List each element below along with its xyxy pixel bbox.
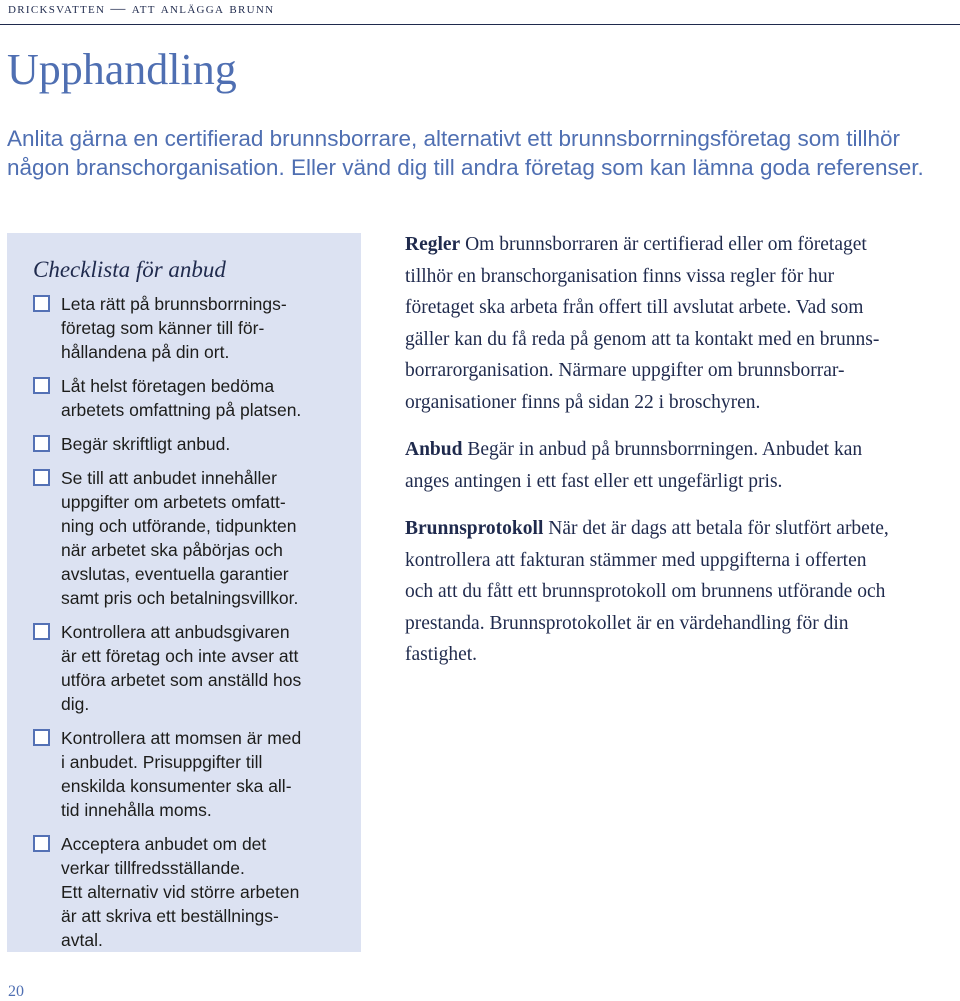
section-brunnsprotokoll [405, 513, 957, 671]
checklist-item-text: Acceptera anbudet om det verkar tillfredsställande. Ett alternativ vid större arbeten är att skriva ett beställnings- avtal. [61, 834, 300, 950]
section-lead: Anbud [405, 439, 463, 460]
checklist-item [33, 726, 353, 822]
page-title: Upphandling [7, 45, 237, 94]
checkbox-icon [33, 729, 50, 746]
section-regler [405, 229, 957, 418]
checklist-item-text: Leta rätt på brunnsborrnings- företag som känner till för- hållandena på din ort. [61, 294, 287, 362]
page-number: 20 [8, 983, 24, 1000]
checklist-item [33, 374, 353, 422]
running-head: dricksvatten — att anlägga brunn [8, 1, 275, 17]
checkbox-icon [33, 435, 50, 452]
body-text-column [405, 229, 957, 687]
checkbox-icon [33, 469, 50, 486]
checklist-item-text: Låt helst företagen bedöma arbetets omfattning på platsen. [61, 376, 302, 420]
checklist-item [33, 292, 353, 364]
intro-paragraph: Anlita gärna en certifierad brunnsborrare, alternativt ett brunnsborrningsföretag som tillhör någon branschorganisation. Eller vänd dig till andra företag som kan lämna goda referenser. [7, 126, 924, 180]
checklist-item [33, 832, 353, 952]
checklist-item [33, 620, 353, 716]
checklist-title: Checklista för anbud [33, 257, 226, 282]
checklist-item-text: Kontrollera att anbudsgivaren är ett företag och inte avser att utföra arbetet som anställd hos dig. [61, 622, 302, 714]
header-rule [0, 24, 960, 25]
checkbox-icon [33, 623, 50, 640]
section-text: När det är dags att betala för slutfört arbete, kontrollera att fakturan stämmer med uppgifterna i offerten och att du fått ett brunnsprotokoll om brunnens utförande och prestanda. Brunnsprotokollet är en värdehandling för din fastighet. [405, 518, 889, 665]
checkbox-icon [33, 377, 50, 394]
checkbox-icon [33, 835, 50, 852]
checklist-panel [7, 233, 361, 952]
checklist-item [33, 432, 353, 456]
section-text: Om brunnsborraren är certifierad eller om företaget tillhör en branschorganisation finns vissa regler för hur företaget ska arbeta från offert till avslutat arbete. Vad som gäller kan du få reda på genom att ta kontakt med en brunns- borrarorganisation. Närmare uppgifter om brunnsborrar- organisationer finns på sidan 22 i broschyren. [405, 234, 880, 413]
checklist-item-text: Kontrollera att momsen är med i anbudet. Prisuppgifter till enskilda konsumenter ska all- tid innehålla moms. [61, 728, 302, 820]
section-anbud [405, 434, 957, 497]
checkbox-icon [33, 295, 50, 312]
section-lead: Regler [405, 234, 461, 255]
section-lead: Brunnsprotokoll [405, 518, 544, 539]
section-text: Begär in anbud på brunnsborrningen. Anbudet kan anges antingen i ett fast eller ett ungefärligt pris. [405, 439, 863, 492]
checklist-item-text: Begär skriftligt anbud. [61, 434, 231, 454]
checklist-item-text: Se till att anbudet innehåller uppgifter om arbetets omfatt- ning och utförande, tidpunkten när arbetet ska påbörjas och avslutas, eventuella garantier samt pris och betalningsvillkor. [61, 468, 299, 608]
checklist [33, 292, 353, 962]
checklist-item [33, 466, 353, 610]
